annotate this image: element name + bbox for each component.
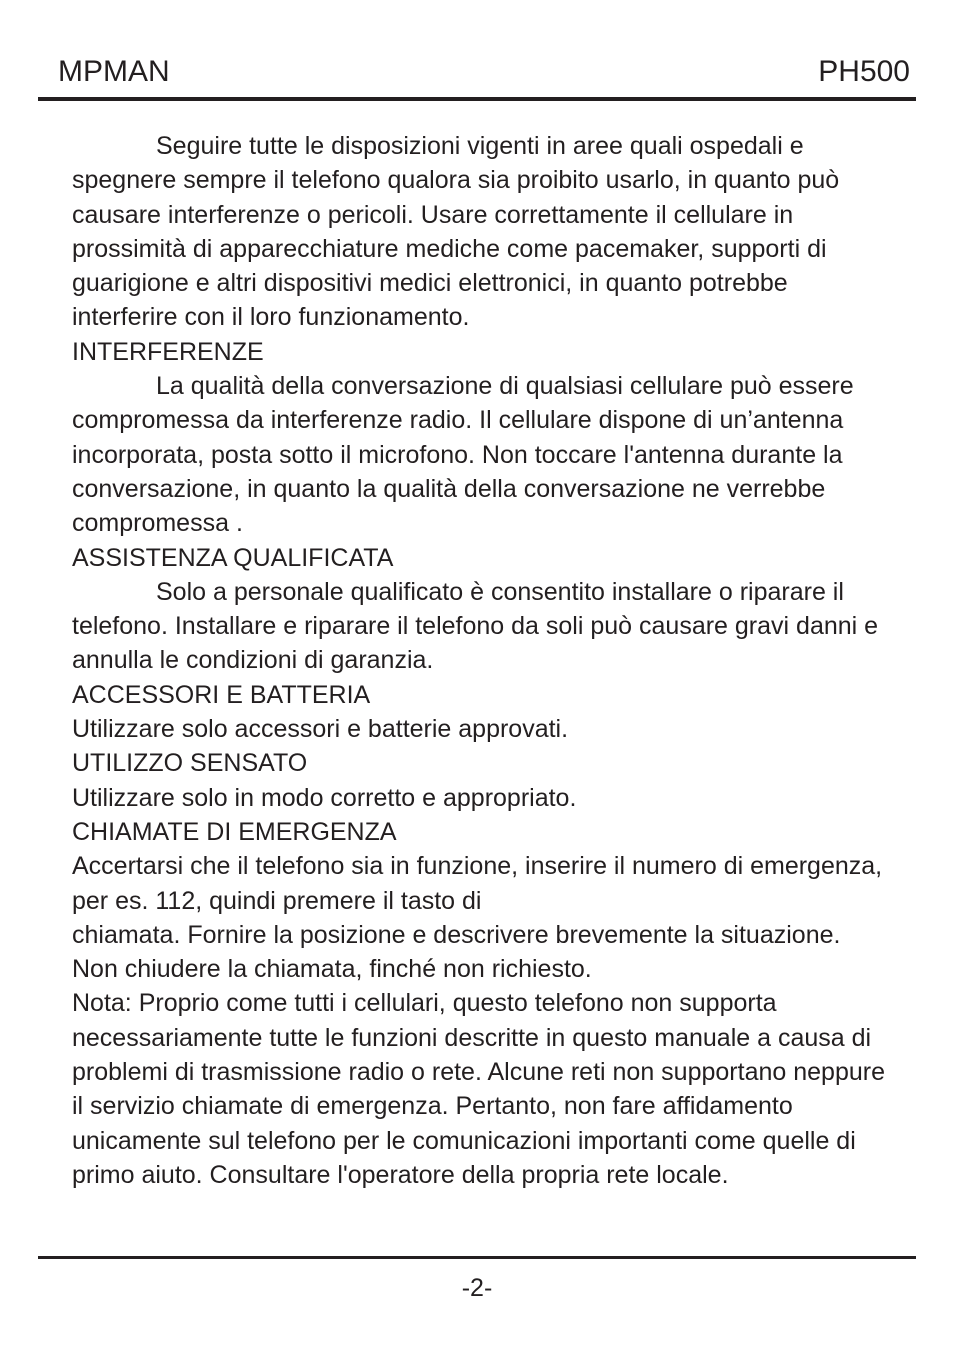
page-body bbox=[72, 129, 888, 1192]
intro-paragraph: Seguire tutte le disposizioni vigenti in aree quali ospedali e spegnere sempre il telefono qualora sia proibito usarlo, in quanto può causare interferenze o pericoli. Usare correttamente il cellulare in prossimità di apparecchiature mediche come pacemaker, supporti di guarigione e altri dispositivi medici elettronici, in quanto potrebbe interferire con il loro funzionamento. bbox=[72, 132, 840, 332]
page-number: -2- bbox=[461, 1274, 493, 1302]
section-heading-interferenze: INTERFERENZE bbox=[72, 337, 264, 366]
footer-divider bbox=[38, 1256, 916, 1259]
header-divider bbox=[38, 97, 916, 101]
section-heading-emergenza: CHIAMATE DI EMERGENZA bbox=[72, 817, 397, 846]
interferenze-paragraph: La qualità della conversazione di qualsiasi cellulare può essere compromessa da interferenze radio. Il cellulare dispone di un’antenna incorporata, posta sotto il microfono. Non toccare l'antenna durante la conversazione, in quanto la qualità della conversazione ne verrebbe compromessa . bbox=[72, 372, 854, 538]
accessori-paragraph: Utilizzare solo accessori e batterie approvati. bbox=[72, 715, 569, 744]
model-name: PH500 bbox=[818, 55, 910, 88]
section-heading-assistenza: ASSISTENZA QUALIFICATA bbox=[72, 543, 394, 572]
section-heading-accessori: ACCESSORI E BATTERIA bbox=[72, 680, 371, 709]
brand-name: MPMAN bbox=[58, 55, 170, 88]
utilizzo-paragraph: Utilizzare solo in modo corretto e appropriato. bbox=[72, 783, 577, 812]
section-heading-utilizzo: UTILIZZO SENSATO bbox=[72, 749, 308, 778]
nota-paragraph: Nota: Proprio come tutti i cellulari, questo telefono non supporta necessariamente tutte le funzioni descritte in questo manuale a causa di problemi di trasmissione radio o rete. Alcune reti non supportano neppure il servizio chiamate di emergenza. Pertanto, non fare affidamento unicamente sul telefono per le comunicazioni importanti come quelle di primo aiuto. Consultare l'operatore della propria rete locale. bbox=[72, 989, 885, 1189]
assistenza-paragraph: Solo a personale qualificato è consentito installare o riparare il telefono. Installare e riparare il telefono da soli può causare gravi danni e annulla le condizioni di garanzia. bbox=[72, 577, 879, 675]
emergenza-paragraph-2: chiamata. Fornire la posizione e descrivere brevemente la situazione. Non chiudere la chiamata, finché non richiesto. bbox=[72, 920, 841, 984]
emergenza-paragraph-1: Accertarsi che il telefono sia in funzione, inserire il numero di emergenza, per es. 112, quindi premere il tasto di bbox=[72, 852, 883, 915]
